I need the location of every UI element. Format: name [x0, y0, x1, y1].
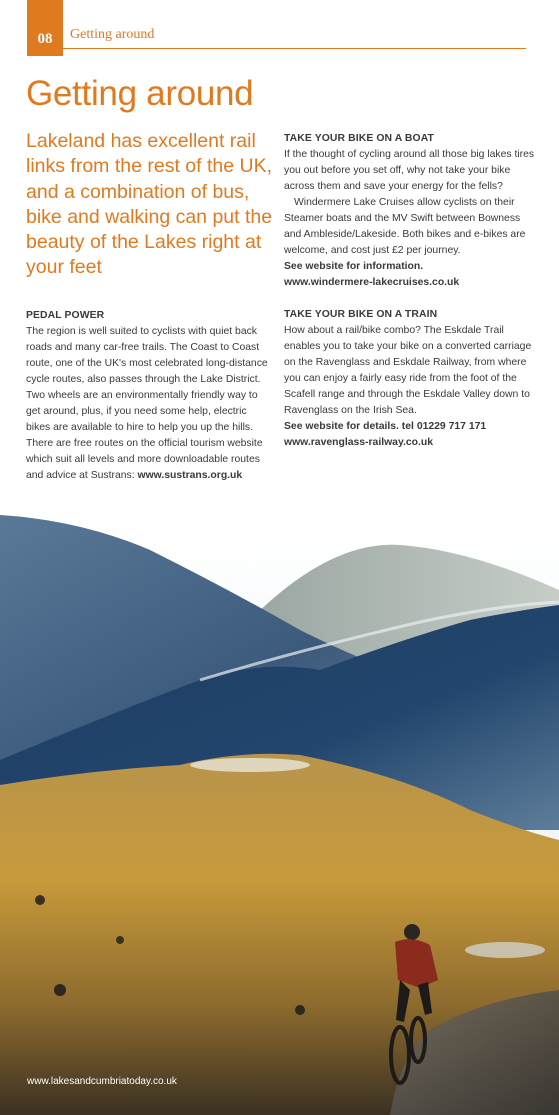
spacer — [284, 291, 536, 307]
sustrans-link[interactable]: www.sustrans.org.uk — [137, 470, 243, 481]
train-heading: TAKE YOUR BIKE ON A TRAIN — [284, 309, 438, 320]
train-cta: See website for details. tel 01229 717 171 — [284, 421, 487, 432]
page-number: 08 — [37, 31, 53, 47]
page-number-tab — [27, 0, 63, 56]
boat-cta: See website for information. — [284, 261, 424, 272]
ravenglass-link[interactable]: www.ravenglass-railway.co.uk — [284, 437, 433, 448]
pedal-power-body — [26, 324, 272, 484]
header-rule — [63, 48, 526, 49]
windermere-link[interactable]: www.windermere-lakecruises.co.uk — [284, 277, 460, 288]
footer-url[interactable]: www.lakesandcumbriatoday.co.uk — [27, 1076, 177, 1087]
mountain-bike-photo — [0, 510, 559, 1115]
pedal-power-section — [26, 308, 272, 484]
pedal-power-text: The region is well suited to cyclists with quiet back roads and many car-free trails. The Coast to Coast route, one of the UK's most celebrated long-distance cycle routes, also passes through the Lake District. Two wheels are an environmentally friendly way to get around, plus, if you need some help, electric bikes are available to hire to help you up the hills. There are free routes on the official tourism website which suit all levels and more downloadable routes and advice at Sustrans: — [26, 326, 268, 481]
pedal-power-heading: PEDAL POWER — [26, 310, 105, 321]
right-column — [284, 131, 536, 451]
intro-standfirst: Lakeland has excellent rail links from the rest of the UK, and a combination of bus, bike and walking can put the beauty of the Lakes right at your feet — [26, 130, 273, 279]
boat-para-1: If the thought of cycling around all those big lakes tires you out before you set off, why not take your bike across them and save your energy for the fells? — [284, 149, 535, 192]
page-title: Getting around — [26, 74, 254, 113]
boat-para-2: Windermere Lake Cruises allow cyclists on their Steamer boats and the MV Swift between Bowness and Ambleside/Lakeside. Both bikes and e-bikes are welcome, and cost just £2 per journey. — [284, 197, 526, 256]
section-name: Getting around — [70, 27, 155, 42]
boat-heading: TAKE YOUR BIKE ON A BOAT — [284, 133, 434, 144]
train-para-1: How about a rail/bike combo? The Eskdale Trail enables you to take your bike on a converted carriage on the Ravenglass and Eskdale Railway, from where you can enjoy a fairly easy ride from the foot of the Scafell range and through the Eskdale Valley down to Ravenglass on the Irish Sea. — [284, 325, 532, 416]
